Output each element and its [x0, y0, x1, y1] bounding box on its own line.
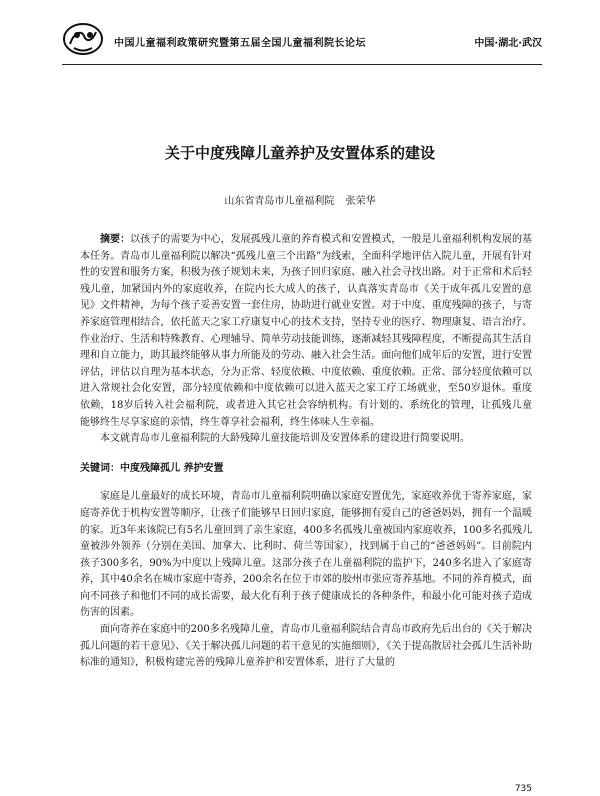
abstract-label: 摘要： [100, 234, 131, 245]
header-divider [62, 64, 542, 65]
conference-location: 中国·湖北·武汉 [474, 38, 542, 49]
body-paragraph: 面向寄养在家庭中的200多名残障儿童，青岛市儿童福利院结合青岛市政府先后出台的《关于解决孤儿问题的若干意见》、《关于解决孤儿问题的若干意见的实施细则》，《关于提高散居社会孤儿生活补助标准的通知》，积极构建完善的残障儿童养护和安置体系，进行了大量的 [80, 624, 532, 669]
paper-title: 关于中度残障儿童养护及安置体系的建设 [164, 144, 435, 162]
page-number: 735 [514, 784, 532, 794]
page-header [62, 22, 542, 72]
body-paragraph: 家庭是儿童最好的成长环境，青岛市儿童福利院明确以家庭安置优先，家庭收养优于寄养家庭，家庭寄养优于机构安置等顺序，让孩子们能够早日回归家庭，能够拥有爱自己的爸爸妈妈，拥有一个温暖的家。近3年来该院已有5名儿童回到了亲生家庭，400多名孤残儿童被国内家庭收养，100多名孤残儿童被涉外领养（分别在美国、加拿大、比利时、荷兰等国家），找到属于自己的“爸爸妈妈”。目前院内孩子300多名，90%为中度以上残障儿童。这部分孩子在儿童福利院的监护下，240多名进入了家庭寄养，其中40余名在城市家庭中寄养，200余名在位于市郊的胶州市张应寄养基地。不同的养育模式，面向不同孩子和他们不同的成长需要，最大化有利于孩子健康成长的各种条件，和最小化可能对孩子造成伤害的因素。 [80, 491, 532, 619]
conference-logo-icon [62, 22, 104, 56]
conference-title: 中国儿童福利政策研究暨第五届全国儿童福利院长论坛 [114, 38, 366, 49]
abstract-paragraph [80, 232, 532, 431]
abstract-summary: 本文就青岛市儿童福利院的大龄残障儿童技能培训及安置体系的建设进行简要说明。 [100, 433, 470, 445]
abstract-text: 以孩子的需要为中心，发展孤残儿童的养育模式和安置模式，一般是儿童福利机构发展的基本任务。青岛市儿童福利院以解决“孤残儿童三个出路”为线索，全面科学地评估入院儿童，开展有针对性的安置和服务方案，积极为孩子规划未来，为孩子回归家庭、融入社会寻找出路。对于正常和术后轻残儿童，加紧国内外的家庭收养，在院内长大成人的孩子，认真落实青岛市《关于成年孤儿安置的意见》文件精神，为每个孩子妥善安置一套住房，协助进行就业安置。对于中度、重度残障的孩子，与寄养家庭管理相结合，依托蓝天之家工疗康复中心的技术支持，坚持专业的医疗、物理康复、语言治疗、作业治疗、生活和特殊教育、心理辅导、简单劳动技能训练，逐渐减轻其残障程度，不断提高其生活自理和自立能力，助其最终能够从事力所能及的劳动、融入社会生活。面向他们成年后的安置，进行安置评估，评估以自理为基本状态，分为正常、轻度依赖、中度依赖、重度依赖。正常、部分轻度依赖可以进入常规社会化安置，部分轻度依赖和中度依赖可以进入蓝天之家工疗工场就业，至50岁退休。重度依赖，18岁后转入社会福利院，或者进入其它社会容纳机构。有计划的、系统化的管理，让孤残儿童能够终生尽享家庭的亲情，终生尊享社会福利，终生体味人生幸福。 [80, 234, 533, 428]
author-affiliation: 山东省青岛市儿童福利院 张荣华 [224, 196, 376, 207]
paper-content [80, 232, 532, 672]
keywords: 关键词：中度残障孤儿 养护安置 [80, 462, 224, 474]
